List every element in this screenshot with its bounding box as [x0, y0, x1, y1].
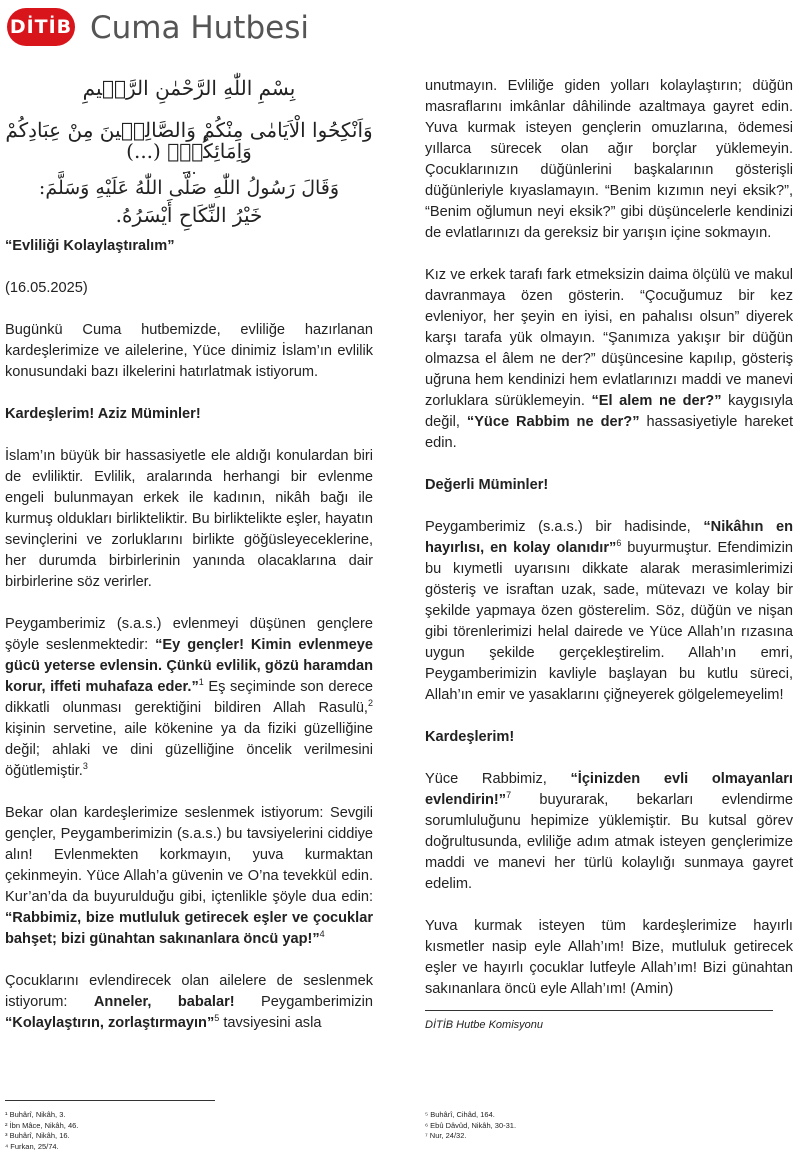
footnote-ref: 3 [82, 761, 88, 772]
basmala: بِسْمِ اللّٰهِ الرَّحْمٰنِ الرَّح۪يمِ [82, 76, 296, 100]
heading-kardeslerim: Kardeşlerim! [425, 729, 515, 745]
footnote-divider [5, 1100, 215, 1101]
paragraph-5: unutmayın. Evliliğe giden yolları kolaylaştırın; düğün masraflarını imkânlar dâhilinde azaltmaya gayret edin. Yuva kurmak isteyen gençlerin omuzlarına, ödemesi yıllarca sürecek olan ağır borçlar yüklemeyin. Çocuklarınızın düğünlerini başkalarının gösterişli düğünleriyle kıyaslamayın. “Benim kızımın neyi eksik?”, “Benim oğlumun neyi eksik?” gibi düşüncelerle kendinizi de evlatlarınızı da gereksiz bir yarışın içine sokmayın. [425, 78, 793, 241]
footnote-ref: 6 [616, 538, 622, 549]
heading-kardeslerim-aziz: Kardeşlerim! Aziz Müminler! [5, 406, 201, 422]
footnote-ref: 7 [506, 790, 512, 801]
paragraph-3: Bekar olan kardeşlerimize seslenmek istiyorum: Sevgili gençler, Peygamberimizin (s.a.s.) bu tavsiyelerini ciddiye alın! Evlenmekten korkmayın, yuva kurmaktan çekinmeyin. Yüce Allah’a güvenin ve O’na tevekkül edin. Kur’an’da da buyurulduğu gibi, içtenlikle şöyle dua edin: “Rabbimiz, bize mutluluk getirecek eşler ve çocuklar bahşet; bizi günahtan sakınanlara öncü yap!”$^4$ [5, 805, 373, 947]
paragraph-8: Yüce Rabbimiz, “İçinizden evli olmayanları evlendirin!”$^7$ buyurarak, bekarları evlendirme sorumluluğunu hepimize yüklemiştir. Bu kutsal görev doğrultusunda, evliliğe adım atmak isteyen gençlerimize maddi ve manevi her türlü kolaylığı sunmaya gayret edelim. [425, 771, 793, 892]
closing-prayer: Yuva kurmak isteyen tüm kardeşlerimize hayırlı kısmetler nasip eyle Allah’ım! Bize, mutluluk getirecek eşler ve hayırlı çocuklar lutfeyle Allah’ım! Bizi günahtan sakınanlara öncü eyle Allah’ım! (Amin) [425, 918, 793, 997]
hadith-text: خَيْرُ النِّكَاحِ أَيْسَرُهُ. [115, 203, 263, 227]
page-header [0, 0, 804, 60]
footnotes-right [425, 1110, 516, 1142]
paragraph-7: Peygamberimiz (s.a.s.) bir hadisinde, “Nikâhın en hayırlısı, en kolay olanıdır”$^6$ buyurmuştur. Efendimizin bu kıymetli uyarısını dikkate alarak merasimlerimizi gösteriş ve israftan uzak, sade, mütevazı ve kolay bir şekilde yapmaya özen gösterelim. Söz, düğün ve nişan gibi törenlerimizi helal dairede ve Yüce Allah’ın rızasına uygun şekilde gerçekleştirelim. Allah’ın emri, Peygamberimizin kavliyle başlayan bu kutlu süreci, Allah’ın emir ve yasaklarını çiğneyerek gölgelemeyelim! [425, 519, 794, 703]
signature-divider [425, 1010, 773, 1011]
right-column [425, 76, 793, 1057]
verse-ellipsis: ... [181, 159, 197, 178]
quran-verse: وَاَنْكِحُوا الْاَيَامٰى مِنْكُمْ وَالصَّالِح۪ينَ مِنْ عِبَادِكُمْ وَاِمَائِكُمْۜ (...) [5, 118, 373, 163]
sermon-title: “Evliliği Kolaylaştıralım” [5, 238, 175, 254]
footnote-item: ⁵ Buhârî, Cihâd, 164. [425, 1110, 495, 1119]
footnotes-left [5, 1110, 78, 1152]
left-column [5, 72, 373, 1055]
footnote-item: ⁷ Nur, 24/32. [425, 1131, 467, 1140]
intro-paragraph: Bugünkü Cuma hutbemizde, evliliğe hazırlanan kardeşlerimize ve ailelerine, Yüce dinimiz İslam’ın evlilik konusundaki bazı ilkelerini hatırlatmak istiyorum. [5, 322, 373, 380]
page-title: Cuma Hutbesi [90, 10, 309, 46]
footnote-item: ⁴ Furkan, 25/74. [5, 1141, 59, 1151]
footnote-item: ² İbn Mâce, Nikâh, 46. [5, 1120, 79, 1130]
footnote-item: ³ Buhârî, Nikâh, 16. [5, 1131, 70, 1140]
footnote-ref: 1 [198, 677, 204, 688]
paragraph-2: Peygamberimiz (s.a.s.) evlenmeyi düşünen gençlere şöyle seslenmektedir: “Ey gençler! Kimin evlenmeye gücü yeterse evlensin. Çünkü evlilik, gözü haramdan korur, iffeti muhafaza eder.”$^1$ Eş seçiminde son derece dikkatli olunması gerektiğini bildiren Allah Rasulü,$^2$ kişinin servetine, aile kökenine ya da fiziki güzelliğine değil; ahlaki ve dini güzelliğine öncelik verilmesini öğütlemiştir.$^3$ [5, 616, 373, 779]
heading-degerli-muminler: Değerli Müminler! [425, 477, 549, 493]
paragraph-6: Kız ve erkek tarafı fark etmeksizin daima ölçülü ve makul davranmaya özen gösterin. “Çocuğumuz bir kez evleniyor, her şeyin en iyisi, en pahalısı olsun” diyerek karşı tarafa yük olmayın. “Şanımıza yakışır bir düğün olmazsa el âlem ne der?” düşüncesine kapılıp, gösteriş uğruna hem kendinizi hem evlatlarınızı maddi ve manevi zorluklara sürüklemeyin. “El alem ne der?” kaygısıyla değil, “Yüce Rabbim ne der?” hassasiyetiyle hareket edin. [425, 267, 794, 451]
signature: DİTİB Hutbe Komisyonu [425, 1019, 543, 1031]
paragraph-1: İslam’ın büyük bir hassasiyetle ele aldığı konulardan biri de evliliktir. Evlilik, aralarında herhangi bir evlenme engeli bulunmayan erkek ile kadının, nikâh bağı ile kurmuş oldukları birlikteliktir. Bu birliktelikte eşler, hayatın sevinçlerini ve zorluklarını birlikte göğüsleyeceklerine, her durumda birbirlerinin yanında olacaklarına dair birbirlerine söz verirler. [5, 448, 373, 590]
footnote-ref: 4 [319, 929, 325, 940]
footnote-item: ¹ Buhârî, Nikâh, 3. [5, 1110, 66, 1119]
ditib-logo: DİTİB [7, 8, 75, 46]
sermon-date: (16.05.2025) [5, 280, 88, 296]
paragraph-4: Çocuklarını evlendirecek olan ailelere de seslenmek istiyorum: Anneler, babalar! Peygamberimizin “Kolaylaştırın, zorlaştırmayın”$^5$ tavsiyesini asla [5, 973, 373, 1031]
footnote-ref: 2 [367, 698, 373, 709]
hadith-intro: وَقَالَ رَسُولُ اللّٰهِ صَلَّى اللّٰهُ عَلَيْهِ وَسَلَّمَ: [38, 177, 340, 199]
footnote-ref: 5 [214, 1013, 220, 1024]
footnote-item: ⁶ Ebû Dâvûd, Nikâh, 30-31. [425, 1120, 517, 1130]
